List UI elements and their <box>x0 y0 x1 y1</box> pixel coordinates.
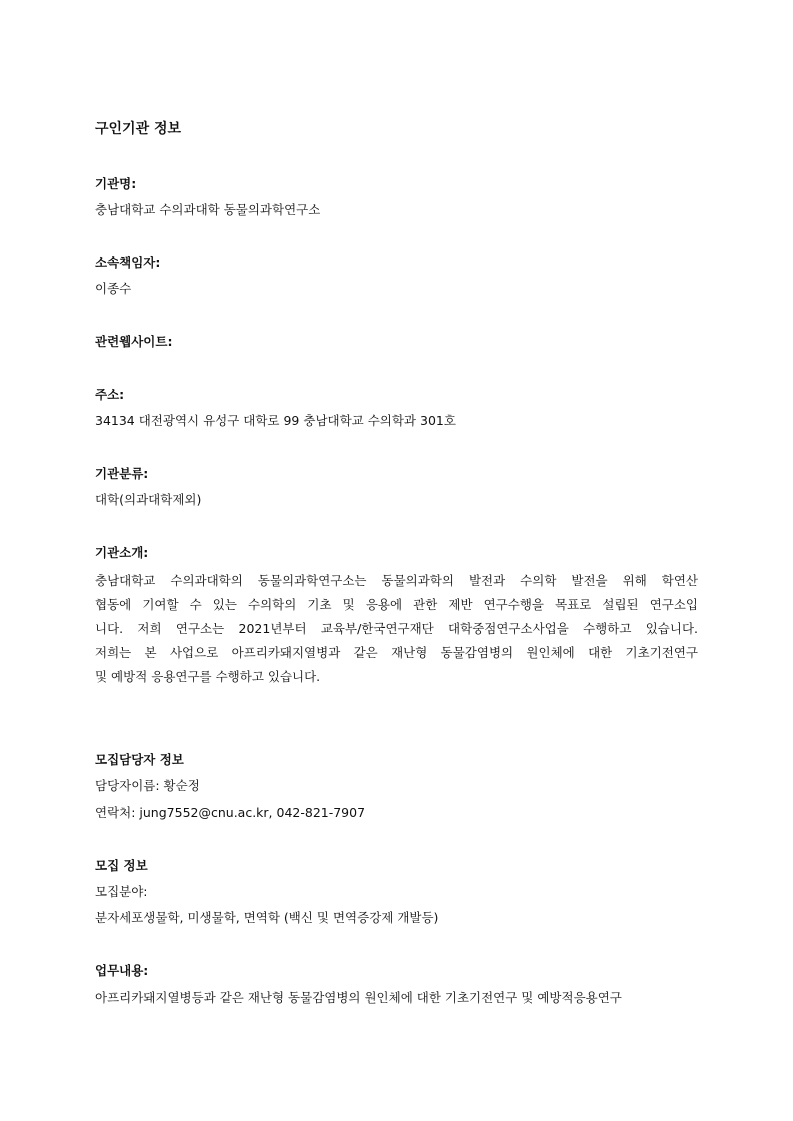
category-label: 기관분류: <box>95 466 149 481</box>
contact-name: 담당자이름: 황순정 <box>95 778 200 793</box>
intro-line: 충남대학교 수의과대학의 동물의과학연구소는 동물의과학의 발전과 수의학 발전을 위해 학연산 <box>95 573 698 588</box>
category-value: 대학(의과대학제외) <box>95 492 202 507</box>
duty-value: 아프리카돼지열병등과 같은 재난형 동물감염병의 원인체에 대한 기초기전연구 및 예방적응용연구 <box>95 990 622 1005</box>
intro-line: 및 예방적 응용연구를 수행하고 있습니다. <box>95 669 321 684</box>
contact-details: 연락처: jung7552@cnu.ac.kr, 042-821-7907 <box>95 805 366 820</box>
field-value: 분자세포생물학, 미생물학, 면역학 (백신 및 면역증강제 개발등) <box>95 910 439 925</box>
recruit-info-heading: 모집 정보 <box>95 858 148 873</box>
website-label: 관련웹사이트: <box>95 334 173 349</box>
intro-line: 저희는 본 사업으로 아프리카돼지열병과 같은 재난형 동물감염병의 원인체에 대한 기초기전연구 <box>95 645 698 660</box>
address-label: 주소: <box>95 387 125 402</box>
org-name-value: 충남대학교 수의과대학 동물의과학연구소 <box>95 202 321 217</box>
head-label: 소속책임자: <box>95 255 161 270</box>
address-value: 34134 대전광역시 유성구 대학로 99 충남대학교 수의학과 301호 <box>95 413 456 428</box>
field-label: 모집분야: <box>95 884 148 899</box>
org-name-label: 기관명: <box>95 176 137 191</box>
intro-line: 니다. 저희 연구소는 2021년부터 교육부/한국연구재단 대학중점연구소사업을 수행하고 있습니다. <box>95 621 698 636</box>
intro-paragraph <box>95 569 698 689</box>
intro-line: 협동에 기여할 수 있는 수의학의 기초 및 응용에 관한 제반 연구수행을 목표로 설립된 연구소입 <box>95 597 698 612</box>
intro-label: 기관소개: <box>95 545 149 560</box>
head-value: 이종수 <box>95 281 132 296</box>
duty-label: 업무내용: <box>95 963 149 978</box>
contact-info-heading: 모집담당자 정보 <box>95 752 184 767</box>
recruiter-info-heading: 구인기관 정보 <box>95 121 182 137</box>
